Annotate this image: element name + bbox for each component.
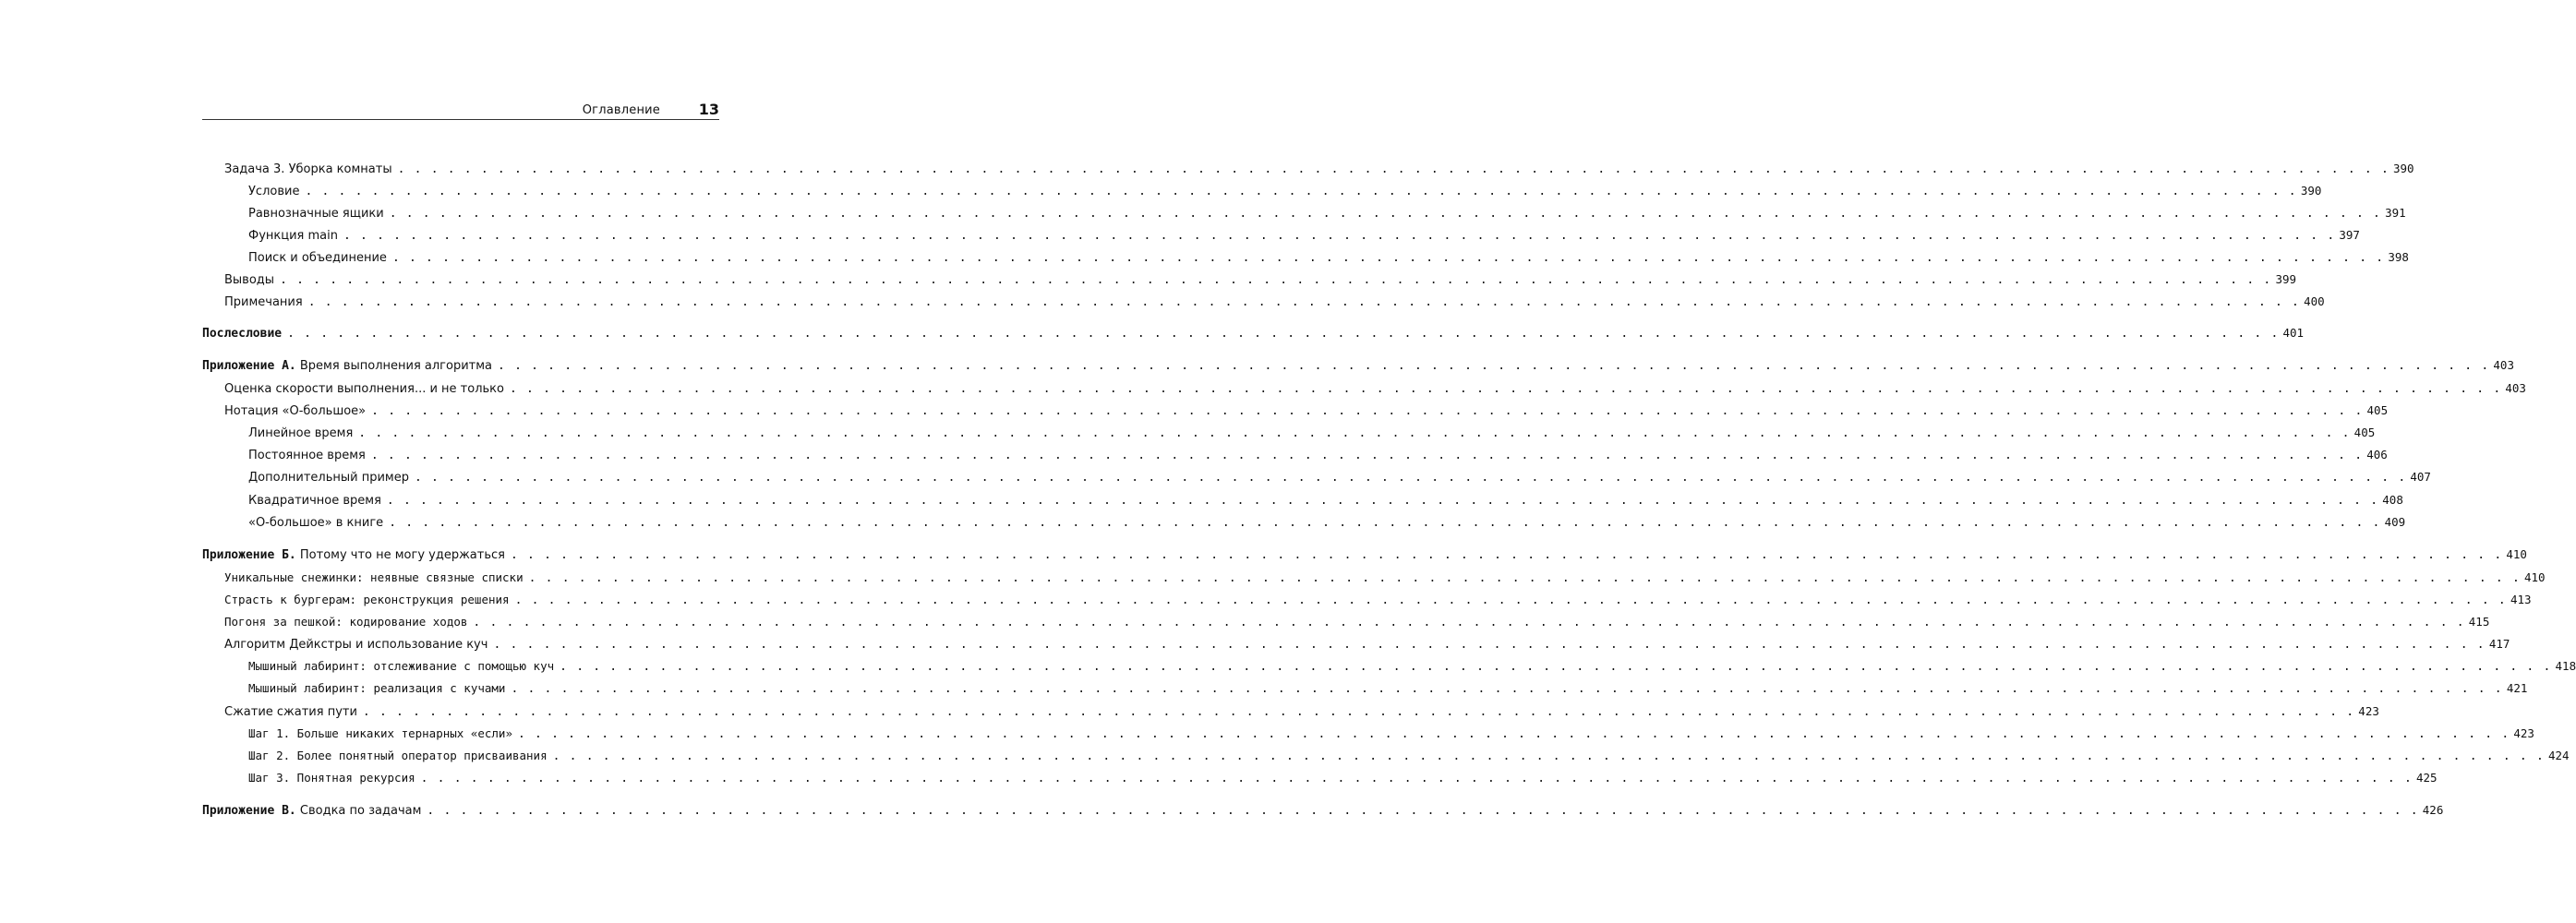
toc-entry-page: 399 xyxy=(2275,272,2297,286)
dot-leader: . . . . . . . . . . . . . . . . . . . . . . . . . . . . . . . . . . . . . . . . . . . . . . . . . . . . . . . . . . . . . . . . . . . . . . . . . . . . . . . . . . . . . . . . . . . . . . . . . . . . . . . . . . . . . . . . . . . . . . . . xyxy=(370,449,2364,462)
dot-leader: . . . . . . . . . . . . . . . . . . . . . . . . . . . . . . . . . . . . . . . . . . . . . . . . . . . . . . . . . . . . . . . . . . . . . . . . . . . . . . . . . . . . . . . . . . . . . . . . . . . . . . . . . . . . . . . . . . . . . . . . xyxy=(493,638,2486,652)
toc-entry-page: 410 xyxy=(2506,547,2527,561)
toc-entry-page: 397 xyxy=(2339,228,2360,242)
toc-entry-title xyxy=(248,185,299,198)
toc-entry-title xyxy=(224,382,504,396)
dot-leader: . . . . . . . . . . . . . . . . . . . . . . . . . . . . . . . . . . . . . . . . . . . . . . . . . . . . . . . . . . . . . . . . . . . . . . . . . . . . . . . . . . . . . . . . . . . . . . . . . . . . . . . . . . . . . . . . . . . . . . . . xyxy=(510,382,2502,396)
toc-entry-text: Оценка скорости выполнения... и не только xyxy=(224,382,504,396)
toc-entry-text: Нотация «О-большое» xyxy=(224,404,367,418)
toc-entry-text: Выводы xyxy=(224,273,275,287)
toc-entry-title xyxy=(248,251,387,265)
toc-entry-text: Шаг 2. Более понятный оператор присваивания xyxy=(248,749,548,762)
toc-entry-label: Приложение А. xyxy=(202,359,296,373)
dot-leader: . . . . . . . . . . . . . . . . . . . . . . . . . . . . . . . . . . . . . . . . . . . . . . . . . . . . . . . . . . . . . . . . . . . . . . . . . . . . . . . . . . . . . . . . . . . . . . . . . . . . . . . . . . . . . . . . . . . . . . . . xyxy=(528,571,2521,585)
toc-entry-title xyxy=(248,516,383,530)
toc-entry-text: Функция main xyxy=(248,229,338,243)
dot-leader: . . . . . . . . . . . . . . . . . . . . . . . . . . . . . . . . . . . . . . . . . . . . . . . . . . . . . . . . . . . . . . . . . . . . . . . . . . . . . . . . . . . . . . . . . . . . . . . . . . . . . . . . . . . . . . . . . . . . . . . . xyxy=(362,705,2355,719)
toc-entry-title xyxy=(224,273,274,287)
toc-entry-page: 390 xyxy=(2300,184,2322,198)
toc-entry[interactable] xyxy=(248,448,2388,464)
toc-entry-title xyxy=(248,494,381,508)
running-title: Оглавление xyxy=(582,103,660,117)
dot-leader: . . . . . . . . . . . . . . . . . . . . . . . . . . . . . . . . . . . . . . . . . . . . . . . . . . . . . . . . . . . . . . . . . . . . . . . . . . . . . . . . . . . . . . . . . . . . . . . . . . . . . . . . . . . . . . . . . . . . . . . . xyxy=(371,404,2364,418)
toc-entry-title xyxy=(248,749,548,763)
toc-entry-title xyxy=(224,404,366,418)
toc-entry-title xyxy=(248,659,554,674)
toc-entry-title xyxy=(248,229,338,243)
toc-entry[interactable] xyxy=(224,294,2325,311)
toc-entry[interactable] xyxy=(248,749,2570,765)
toc-entry[interactable] xyxy=(224,570,2546,587)
toc-entry[interactable] xyxy=(248,426,2376,442)
toc-entry-title xyxy=(248,681,505,696)
toc-entry-page: 413 xyxy=(2510,593,2532,606)
toc-entry-label: Послесловие xyxy=(202,327,283,341)
toc-entry[interactable] xyxy=(224,704,2379,721)
toc-entry[interactable] xyxy=(248,726,2534,743)
toc-entry-title xyxy=(224,570,524,585)
toc-entry[interactable] xyxy=(248,659,2576,676)
toc-entry-title xyxy=(224,162,392,176)
toc-entry-text: Потому что не могу удержаться xyxy=(299,548,505,562)
toc-entry-page: 423 xyxy=(2358,704,2379,718)
toc-entry-text: Уникальные снежинки: неявные связные списки xyxy=(224,570,524,584)
toc-entry-page: 407 xyxy=(2410,470,2431,484)
toc-entry-title xyxy=(224,615,467,629)
toc-entry-text: «О-большое» в книге xyxy=(248,516,384,530)
toc-entry-page: 390 xyxy=(2392,162,2414,175)
toc-entry[interactable] xyxy=(224,615,2490,631)
toc-entry[interactable] xyxy=(224,381,2526,398)
toc-entry-page: 391 xyxy=(2385,206,2406,220)
toc-entry-title xyxy=(202,804,421,818)
toc-entry-title xyxy=(248,771,415,785)
toc-entry-text: Линейное время xyxy=(248,426,354,440)
toc-entry-text: Квадратичное время xyxy=(248,494,381,508)
toc-entry[interactable] xyxy=(248,493,2403,509)
toc-entry-page: 403 xyxy=(2493,358,2514,372)
toc-entry-page: 418 xyxy=(2555,659,2576,673)
toc-entry-page: 400 xyxy=(2304,294,2325,308)
toc-entry[interactable] xyxy=(248,206,2406,222)
dot-leader: . . . . . . . . . . . . . . . . . . . . . . . . . . . . . . . . . . . . . . . . . . . . . . . . . . . . . . . . . . . . . . . . . . . . . . . . . . . . . . . . . . . . . . . . . . . . . . . . . . . . . . . . . . . . . . . . . . . . . . . . xyxy=(386,494,2379,508)
dot-leader: . . . . . . . . . . . . . . . . . . . . . . . . . . . . . . . . . . . . . . . . . . . . . . . . . . . . . . . . . . . . . . . . . . . . . . . . . . . . . . . . . . . . . . . . . . . . . . . . . . . . . . . . . . . . . . . . . . . . . . . . xyxy=(498,359,2490,373)
toc-entry-page: 415 xyxy=(2468,615,2490,629)
dot-leader: . . . . . . . . . . . . . . . . . . . . . . . . . . . . . . . . . . . . . . . . . . . . . . . . . . . . . . . . . . . . . . . . . . . . . . . . . . . . . . . . . . . . . . . . . . . . . . . . . . . . . . . . . . . . . . . . . . . . . . . . xyxy=(514,593,2507,607)
dot-leader: . . . . . . . . . . . . . . . . . . . . . . . . . . . . . . . . . . . . . . . . . . . . . . . . . . . . . . . . . . . . . . . . . . . . . . . . . . . . . . . . . . . . . . . . . . . . . . . . . . . . . . . . . . . . . . . . . . . . . . . . xyxy=(473,616,2465,629)
dot-leader: . . . . . . . . . . . . . . . . . . . . . . . . . . . . . . . . . . . . . . . . . . . . . . . . . . . . . . . . . . . . . . . . . . . . . . . . . . . . . . . . . . . . . . . . . . . . . . . . . . . . . . . . . . . . . . . . . . . . . . . . xyxy=(307,295,2301,309)
toc-entry-title xyxy=(248,426,353,440)
toc-entry-text: Сводка по задачам xyxy=(299,804,422,818)
dot-leader: . . . . . . . . . . . . . . . . . . . . . . . . . . . . . . . . . . . . . . . . . . . . . . . . . . . . . . . . . . . . . . . . . . . . . . . . . . . . . . . . . . . . . . . . . . . . . . . . . . . . . . . . . . . . . . . . . . . . . . . . xyxy=(391,251,2385,265)
toc-entry[interactable] xyxy=(224,272,2297,289)
toc-entry-page: 403 xyxy=(2505,381,2526,395)
toc-entry-page: 405 xyxy=(2353,426,2376,439)
toc-entry-page: 424 xyxy=(2547,749,2570,762)
toc-entry-text: Время выполнения алгоритма xyxy=(299,359,493,373)
toc-entry-text: Шаг 1. Больше никаких тернарных «если» xyxy=(248,726,512,740)
table-of-contents xyxy=(202,0,2576,923)
toc-entry[interactable] xyxy=(202,326,2305,342)
dot-leader: . . . . . . . . . . . . . . . . . . . . . . . . . . . . . . . . . . . . . . . . . . . . . . . . . . . . . . . . . . . . . . . . . . . . . . . . . . . . . . . . . . . . . . . . . . . . . . . . . . . . . . . . . . . . . . . . . . . . . . . . xyxy=(427,804,2419,818)
toc-entry-title xyxy=(202,359,492,373)
toc-entry-text: Шаг 3. Понятная рекурсия xyxy=(248,771,415,785)
toc-entry[interactable] xyxy=(248,470,2431,486)
toc-entry-text: Мышиный лабиринт: отслеживание с помощью куч xyxy=(248,659,555,673)
dot-leader: . . . . . . . . . . . . . . . . . . . . . . . . . . . . . . . . . . . . . . . . . . . . . . . . . . . . . . . . . . . . . . . . . . . . . . . . . . . . . . . . . . . . . . . . . . . . . . . . . . . . . . . . . . . . . . . . . . . . . . . . xyxy=(305,185,2297,198)
toc-entry[interactable] xyxy=(224,637,2510,653)
toc-entry-text: Погоня за пешкой: кодирование ходов xyxy=(224,615,468,629)
toc-entry-title xyxy=(224,638,488,652)
toc-entry-label: Приложение Б. xyxy=(202,548,296,562)
toc-entry-title xyxy=(248,471,409,485)
toc-entry-text: Дополнительный пример xyxy=(248,471,409,485)
toc-entry[interactable] xyxy=(248,681,2528,698)
toc-entry[interactable] xyxy=(248,228,2360,245)
toc-entry[interactable] xyxy=(248,515,2406,532)
toc-entry[interactable] xyxy=(224,162,2414,178)
toc-entry-title xyxy=(248,726,512,741)
toc-entry-title xyxy=(202,548,505,562)
toc-entry[interactable] xyxy=(248,250,2409,267)
toc-entry-title xyxy=(202,327,282,341)
toc-entry-page: 423 xyxy=(2513,726,2534,740)
dot-leader: . . . . . . . . . . . . . . . . . . . . . . . . . . . . . . . . . . . . . . . . . . . . . . . . . . . . . . . . . . . . . . . . . . . . . . . . . . . . . . . . . . . . . . . . . . . . . . . . . . . . . . . . . . . . . . . . . . . . . . . . xyxy=(420,772,2413,785)
toc-entry-title xyxy=(224,593,510,607)
toc-entry-page: 425 xyxy=(2416,771,2438,785)
toc-entry-text: Мышиный лабиринт: реализация с кучами xyxy=(248,681,506,695)
toc-entry-text: Поиск и объединение xyxy=(248,251,387,265)
dot-leader: . . . . . . . . . . . . . . . . . . . . . . . . . . . . . . . . . . . . . . . . . . . . . . . . . . . . . . . . . . . . . . . . . . . . . . . . . . . . . . . . . . . . . . . . . . . . . . . . . . . . . . . . . . . . . . . . . . . . . . . . xyxy=(510,548,2503,562)
dot-leader: . . . . . . . . . . . . . . . . . . . . . . . . . . . . . . . . . . . . . . . . . . . . . . . . . . . . . . . . . . . . . . . . . . . . . . . . . . . . . . . . . . . . . . . . . . . . . . . . . . . . . . . . . . . . . . . . . . . . . . . . xyxy=(389,207,2382,221)
dot-leader: . . . . . . . . . . . . . . . . . . . . . . . . . . . . . . . . . . . . . . . . . . . . . . . . . . . . . . . . . . . . . . . . . . . . . . . . . . . . . . . . . . . . . . . . . . . . . . . . . . . . . . . . . . . . . . . . . . . . . . . . xyxy=(517,727,2510,741)
toc-entry[interactable] xyxy=(224,593,2532,609)
toc-entry-page: 410 xyxy=(2523,570,2546,584)
toc-entry-title xyxy=(248,449,366,462)
toc-entry[interactable] xyxy=(224,403,2389,420)
dot-leader: . . . . . . . . . . . . . . . . . . . . . . . . . . . . . . . . . . . . . . . . . . . . . . . . . . . . . . . . . . . . . . . . . . . . . . . . . . . . . . . . . . . . . . . . . . . . . . . . . . . . . . . . . . . . . . . . . . . . . . . . xyxy=(287,327,2280,341)
page-number: 13 xyxy=(698,101,719,118)
dot-leader: . . . . . . . . . . . . . . . . . . . . . . . . . . . . . . . . . . . . . . . . . . . . . . . . . . . . . . . . . . . . . . . . . . . . . . . . . . . . . . . . . . . . . . . . . . . . . . . . . . . . . . . . . . . . . . . . . . . . . . . . xyxy=(397,162,2389,176)
toc-entry-page: 409 xyxy=(2384,515,2406,529)
toc-entry-text: Алгоритм Дейкстры и использование куч xyxy=(224,638,488,652)
dot-leader: . . . . . . . . . . . . . . . . . . . . . . . . . . . . . . . . . . . . . . . . . . . . . . . . . . . . . . . . . . . . . . . . . . . . . . . . . . . . . . . . . . . . . . . . . . . . . . . . . . . . . . . . . . . . . . . . . . . . . . . . xyxy=(552,749,2545,763)
dot-leader: . . . . . . . . . . . . . . . . . . . . . . . . . . . . . . . . . . . . . . . . . . . . . . . . . . . . . . . . . . . . . . . . . . . . . . . . . . . . . . . . . . . . . . . . . . . . . . . . . . . . . . . . . . . . . . . . . . . . . . . . xyxy=(389,516,2381,530)
toc-entry[interactable] xyxy=(202,803,2444,820)
toc-entry-text: Примечания xyxy=(224,295,303,309)
toc-entry-page: 421 xyxy=(2506,681,2528,695)
toc-entry-page: 401 xyxy=(2282,326,2305,340)
toc-entry-text: Условие xyxy=(248,185,300,198)
toc-entry[interactable] xyxy=(248,184,2322,200)
toc-entry-text: Равнозначные ящики xyxy=(248,207,384,221)
toc-entry-page: 408 xyxy=(2382,493,2403,507)
toc-entry-page: 426 xyxy=(2422,803,2444,817)
toc-entry-text: Постоянное время xyxy=(248,449,366,462)
toc-entry-title xyxy=(224,295,303,309)
toc-entry-page: 398 xyxy=(2388,250,2409,264)
dot-leader: . . . . . . . . . . . . . . . . . . . . . . . . . . . . . . . . . . . . . . . . . . . . . . . . . . . . . . . . . . . . . . . . . . . . . . . . . . . . . . . . . . . . . . . . . . . . . . . . . . . . . . . . . . . . . . . . . . . . . . . . xyxy=(414,471,2407,485)
toc-entry-title xyxy=(248,207,384,221)
dot-leader: . . . . . . . . . . . . . . . . . . . . . . . . . . . . . . . . . . . . . . . . . . . . . . . . . . . . . . . . . . . . . . . . . . . . . . . . . . . . . . . . . . . . . . . . . . . . . . . . . . . . . . . . . . . . . . . . . . . . . . . . xyxy=(511,682,2503,696)
toc-entry-page: 417 xyxy=(2488,637,2510,651)
dot-leader: . . . . . . . . . . . . . . . . . . . . . . . . . . . . . . . . . . . . . . . . . . . . . . . . . . . . . . . . . . . . . . . . . . . . . . . . . . . . . . . . . . . . . . . . . . . . . . . . . . . . . . . . . . . . . . . . . . . . . . . . xyxy=(560,660,2552,674)
toc-entry-label: Приложение В. xyxy=(202,804,296,818)
dot-leader: . . . . . . . . . . . . . . . . . . . . . . . . . . . . . . . . . . . . . . . . . . . . . . . . . . . . . . . . . . . . . . . . . . . . . . . . . . . . . . . . . . . . . . . . . . . . . . . . . . . . . . . . . . . . . . . . . . . . . . . . xyxy=(358,426,2351,440)
toc-entry[interactable] xyxy=(202,547,2527,564)
toc-entry[interactable] xyxy=(248,771,2438,787)
dot-leader: . . . . . . . . . . . . . . . . . . . . . . . . . . . . . . . . . . . . . . . . . . . . . . . . . . . . . . . . . . . . . . . . . . . . . . . . . . . . . . . . . . . . . . . . . . . . . . . . . . . . . . . . . . . . . . . . . . . . . . . . xyxy=(280,273,2272,287)
toc-entry-title xyxy=(224,705,357,719)
toc-entry[interactable] xyxy=(202,358,2514,375)
toc-entry-text: Страсть к бургерам: реконструкция решения xyxy=(224,593,510,606)
dot-leader: . . . . . . . . . . . . . . . . . . . . . . . . . . . . . . . . . . . . . . . . . . . . . . . . . . . . . . . . . . . . . . . . . . . . . . . . . . . . . . . . . . . . . . . . . . . . . . . . . . . . . . . . . . . . . . . . . . . . . . . . xyxy=(343,229,2336,243)
toc-entry-page: 405 xyxy=(2366,403,2389,417)
toc-entry-text: Сжатие сжатия пути xyxy=(224,705,357,719)
toc-entry-text: Задача 3. Уборка комнаты xyxy=(224,162,392,176)
toc-entry-page: 406 xyxy=(2366,448,2388,462)
